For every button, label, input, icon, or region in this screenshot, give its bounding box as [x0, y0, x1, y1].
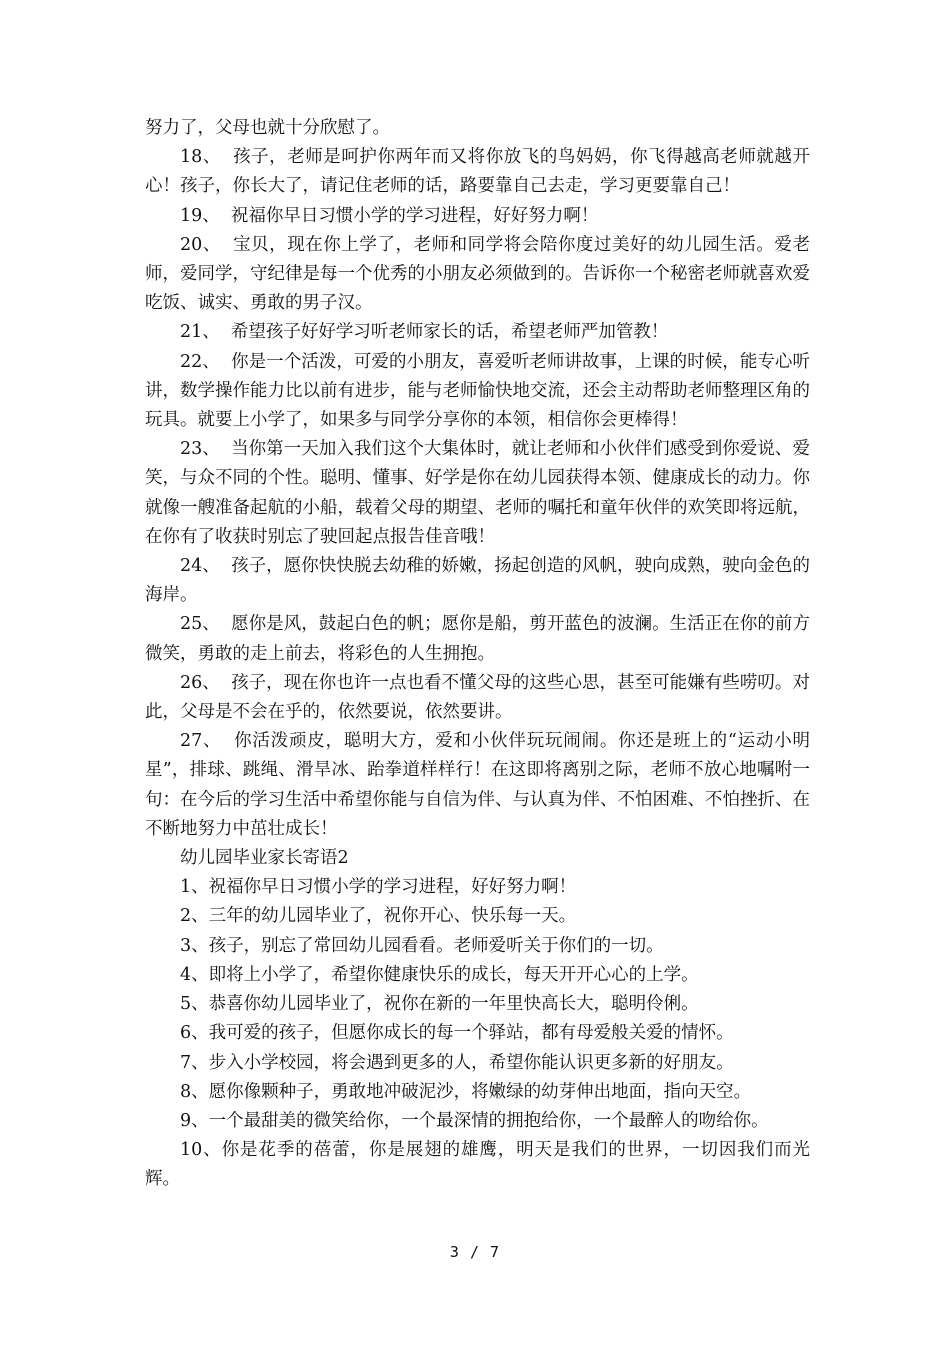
list-item: 19、 祝福你早日习惯小学的学习进程，好好努力啊！: [180, 205, 599, 226]
list-item: 22、 你是一个活泼，可爱的小朋友，喜爱听老师讲故事，上课的时候，能专心听讲，数学操作能力比以前有进步，能与老师愉快地交流，还会主动帮助老师整理区角的玩具。就要上小学了，如果多与同学分享你的本领，相信你会更棒得！: [145, 351, 810, 431]
list-item: 4、即将上小学了，希望你健康快乐的成长，每天开开心心的上学。: [180, 964, 699, 985]
list-item: 27、 你活泼顽皮，聪明大方，爱和小伙伴玩玩闹闹。你还是班上的“运动小明星”，排球、跳绳、滑旱冰、跆拳道样样行！在这即将离别之际，老师不放心地嘱咐一句：在今后的学习生活中希望你能与自信为伴、与认真为伴、不怕困难、不怕挫折、在不断地努力中茁壮成长！: [145, 731, 810, 839]
list-item: 6、我可爱的孩子，但愿你成长的每一个驿站，都有母爱般关爱的情怀。: [180, 1023, 734, 1044]
list-item: 1、祝福你早日习惯小学的学习进程，好好努力啊！: [180, 877, 577, 898]
list-item: 18、 孩子，老师是呵护你两年而又将你放飞的鸟妈妈，你飞得越高老师就越开心！孩子，你长大了，请记住老师的话，路要靠自己去走，学习更要靠自己！: [145, 147, 810, 197]
list-item: 2、三年的幼儿园毕业了，祝你开心、快乐每一天。: [180, 906, 577, 927]
list-item: 21、 希望孩子好好学习听老师家长的话，希望老师严加管教！: [180, 322, 669, 343]
list-item: 8、愿你像颗种子，勇敢地冲破泥沙，将嫩绿的幼芽伸出地面，指向天空。: [180, 1081, 752, 1102]
list-item: 23、 当你第一天加入我们这个大集体时，就让老师和小伙伴们感受到你爱说、爱笑，与众不同的个性。聪明、懂事、好学是你在幼儿园获得本领、健康成长的动力。你就像一艘准备起航的小船，载着父母的期望、老师的嘱托和童年伙伴的欢笑即将远航，在你有了收获时别忘了驶回起点报告佳音哦！: [145, 439, 810, 547]
continuation-paragraph: 努力了，父母也就十分欣慰了。: [145, 118, 390, 138]
list-item: 5、恭喜你幼儿园毕业了，祝你在新的一年里快高长大，聪明伶俐。: [180, 994, 699, 1015]
list-item: 10、你是花季的蓓蕾，你是展翅的雄鹰，明天是我们的世界，一切因我们而光辉。: [145, 1140, 810, 1190]
list-item: 20、 宝贝，现在你上学了，老师和同学将会陪你度过美好的幼儿园生活。爱老师，爱同学，守纪律是每一个优秀的小朋友必须做到的。告诉你一个秘密老师就喜欢爱吃饭、诚实、勇敢的男子汉。: [145, 234, 810, 314]
document-body: [145, 114, 810, 1195]
list-item: 26、 孩子，现在你也许一点也看不懂父母的这些心思，甚至可能嫌有些唠叨。对此，父母是不会在乎的，依然要说，依然要讲。: [145, 672, 810, 723]
page-indicator: 3 / 7: [449, 1243, 501, 1261]
item-list-part1: [145, 143, 810, 844]
list-item: 7、步入小学校园，将会遇到更多的人，希望你能认识更多新的好朋友。: [180, 1052, 734, 1073]
list-item: 3、孩子，别忘了常回幼儿园看看。老师爱听关于你们的一切。: [180, 935, 664, 956]
list-item: 24、 孩子，愿你快快脱去幼稚的娇嫩，扬起创造的风帆，驶向成熟，驶向金色的海岸。: [145, 556, 810, 606]
list-item: 25、 愿你是风，鼓起白色的帆；愿你是船，剪开蓝色的波澜。生活正在你的前方微笑，勇敢的走上前去，将彩色的人生拥抱。: [145, 614, 810, 664]
section-heading: 幼儿园毕业家长寄语2: [180, 848, 349, 869]
item-list-part2: [145, 873, 810, 1194]
list-item: 9、一个最甜美的微笑给你，一个最深情的拥抱给你，一个最醉人的吻给你。: [180, 1110, 769, 1131]
